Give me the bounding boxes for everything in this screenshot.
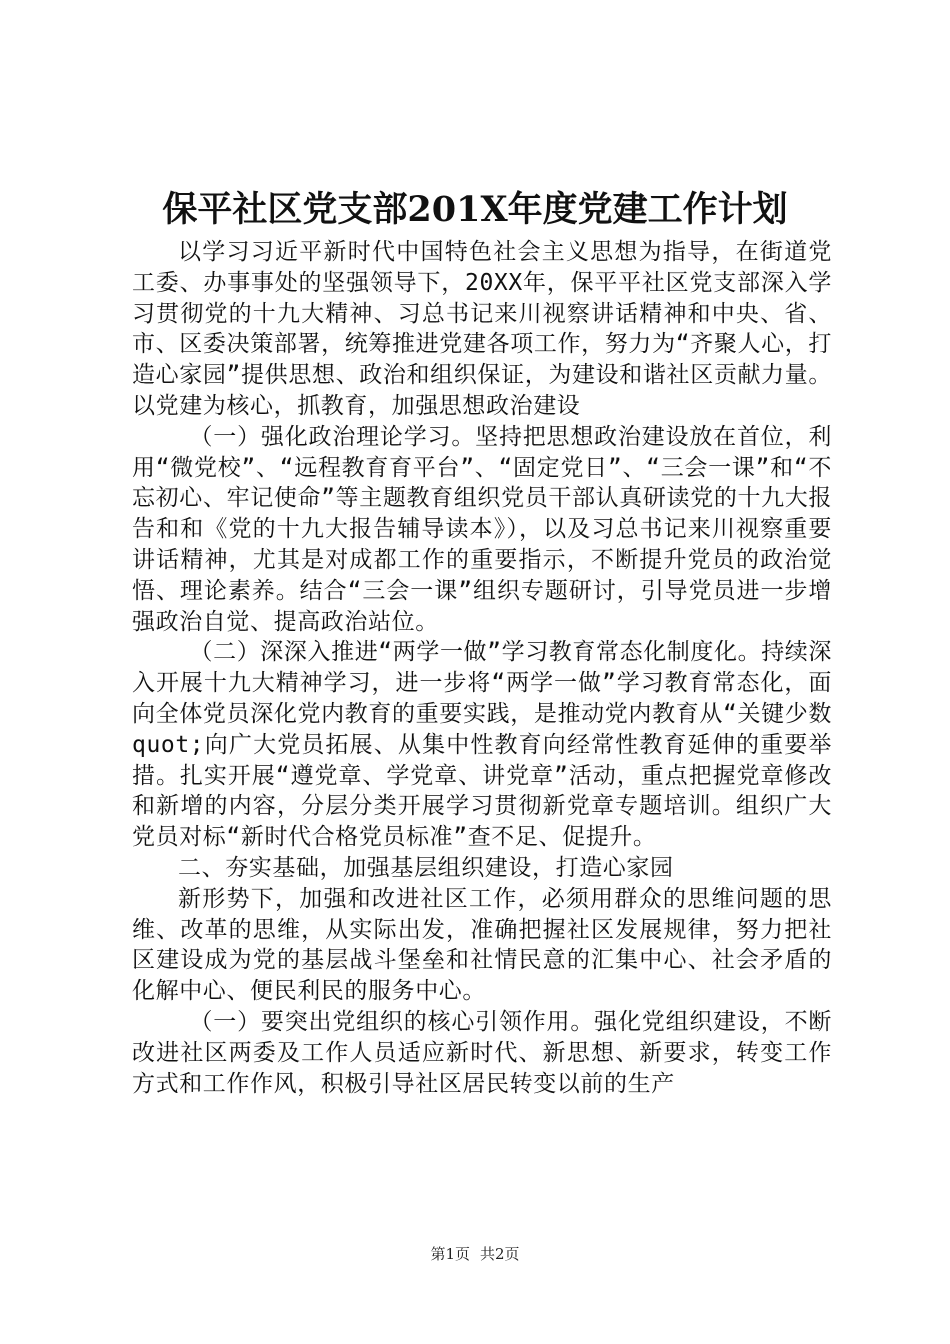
page-number: 第1页 [430,1245,470,1263]
intro-paragraph: 以学习习近平新时代中国特色社会主义思想为指导，在街道党工委、办事事处的坚强领导下，20XX年，保平平社区党支部深入学习贯彻党的十九大精神、习总书记来川视察讲话精神和中央、省、市、区委决策部署，统筹推进党建各项工作，努力为“齐聚人心，打造心家园”提供思想、政治和组织保证，为建设和谐社区贡献力量。以党建为核心，抓教育，加强思想政治建设 [132,239,832,419]
section-2-heading: 二、夯实基础，加强基层组织建设，打造心家园 [178,854,674,881]
page-total: 共2页 [480,1245,520,1263]
section-2-1-paragraph: （一）要突出党组织的核心引领作用。强化党组织建设，不断改进社区两委及工作人员适应新时代、新思想、新要求，转变工作方式和工作作风，积极引导社区居民转变以前的生产 [132,1008,832,1097]
section-2-intro-paragraph: 新形势下，加强和改进社区工作，必须用群众的思维问题的思维、改革的思维，从实际出发，准确把握社区发展规律，努力把社区建设成为党的基层战斗堡垒和社情民意的汇集中心、社会矛盾的化解中心、便民利民的服务中心。 [132,885,832,1005]
document-body [132,237,832,1099]
section-1-2-paragraph: （二）深深入推进“两学一做”学习教育常态化制度化。持续深入开展十九大精神学习，进一步将“两学一做”学习教育常态化，面向全体党员深化党内教育的重要实践，是推动党内教育从“关键少数quot;向广大党员拓展、从集中性教育向经常性教育延伸的重要举措。扎实开展“遵党章、学党章、讲党章”活动，重点把握党章修改和新增的内容，分层分类开展学习贯彻新党章专题培训。组织广大党员对标“新时代合格党员标准”查不足、促提升。 [132,639,832,851]
section-1-1-paragraph: （一）强化政治理论学习。坚持把思想政治建设放在首位，利用“微党校”、“远程教育育平台”、“固定党日”、“三会一课”和“不忘初心、牢记使命”等主题教育组织党员干部认真研读党的十九大报告和和《党的十九大报告辅导读本》），以及习总书记来川视察重要讲话精神，尤其是对成都工作的重要指示，不断提升党员的政治觉悟、理论素养。结合“三会一课”组织专题研讨，引导党员进一步增强政治自觉、提高政治站位。 [132,423,832,635]
document-title: 保平社区党支部201X年度党建工作计划 [162,189,788,230]
page-footer [0,1244,950,1264]
